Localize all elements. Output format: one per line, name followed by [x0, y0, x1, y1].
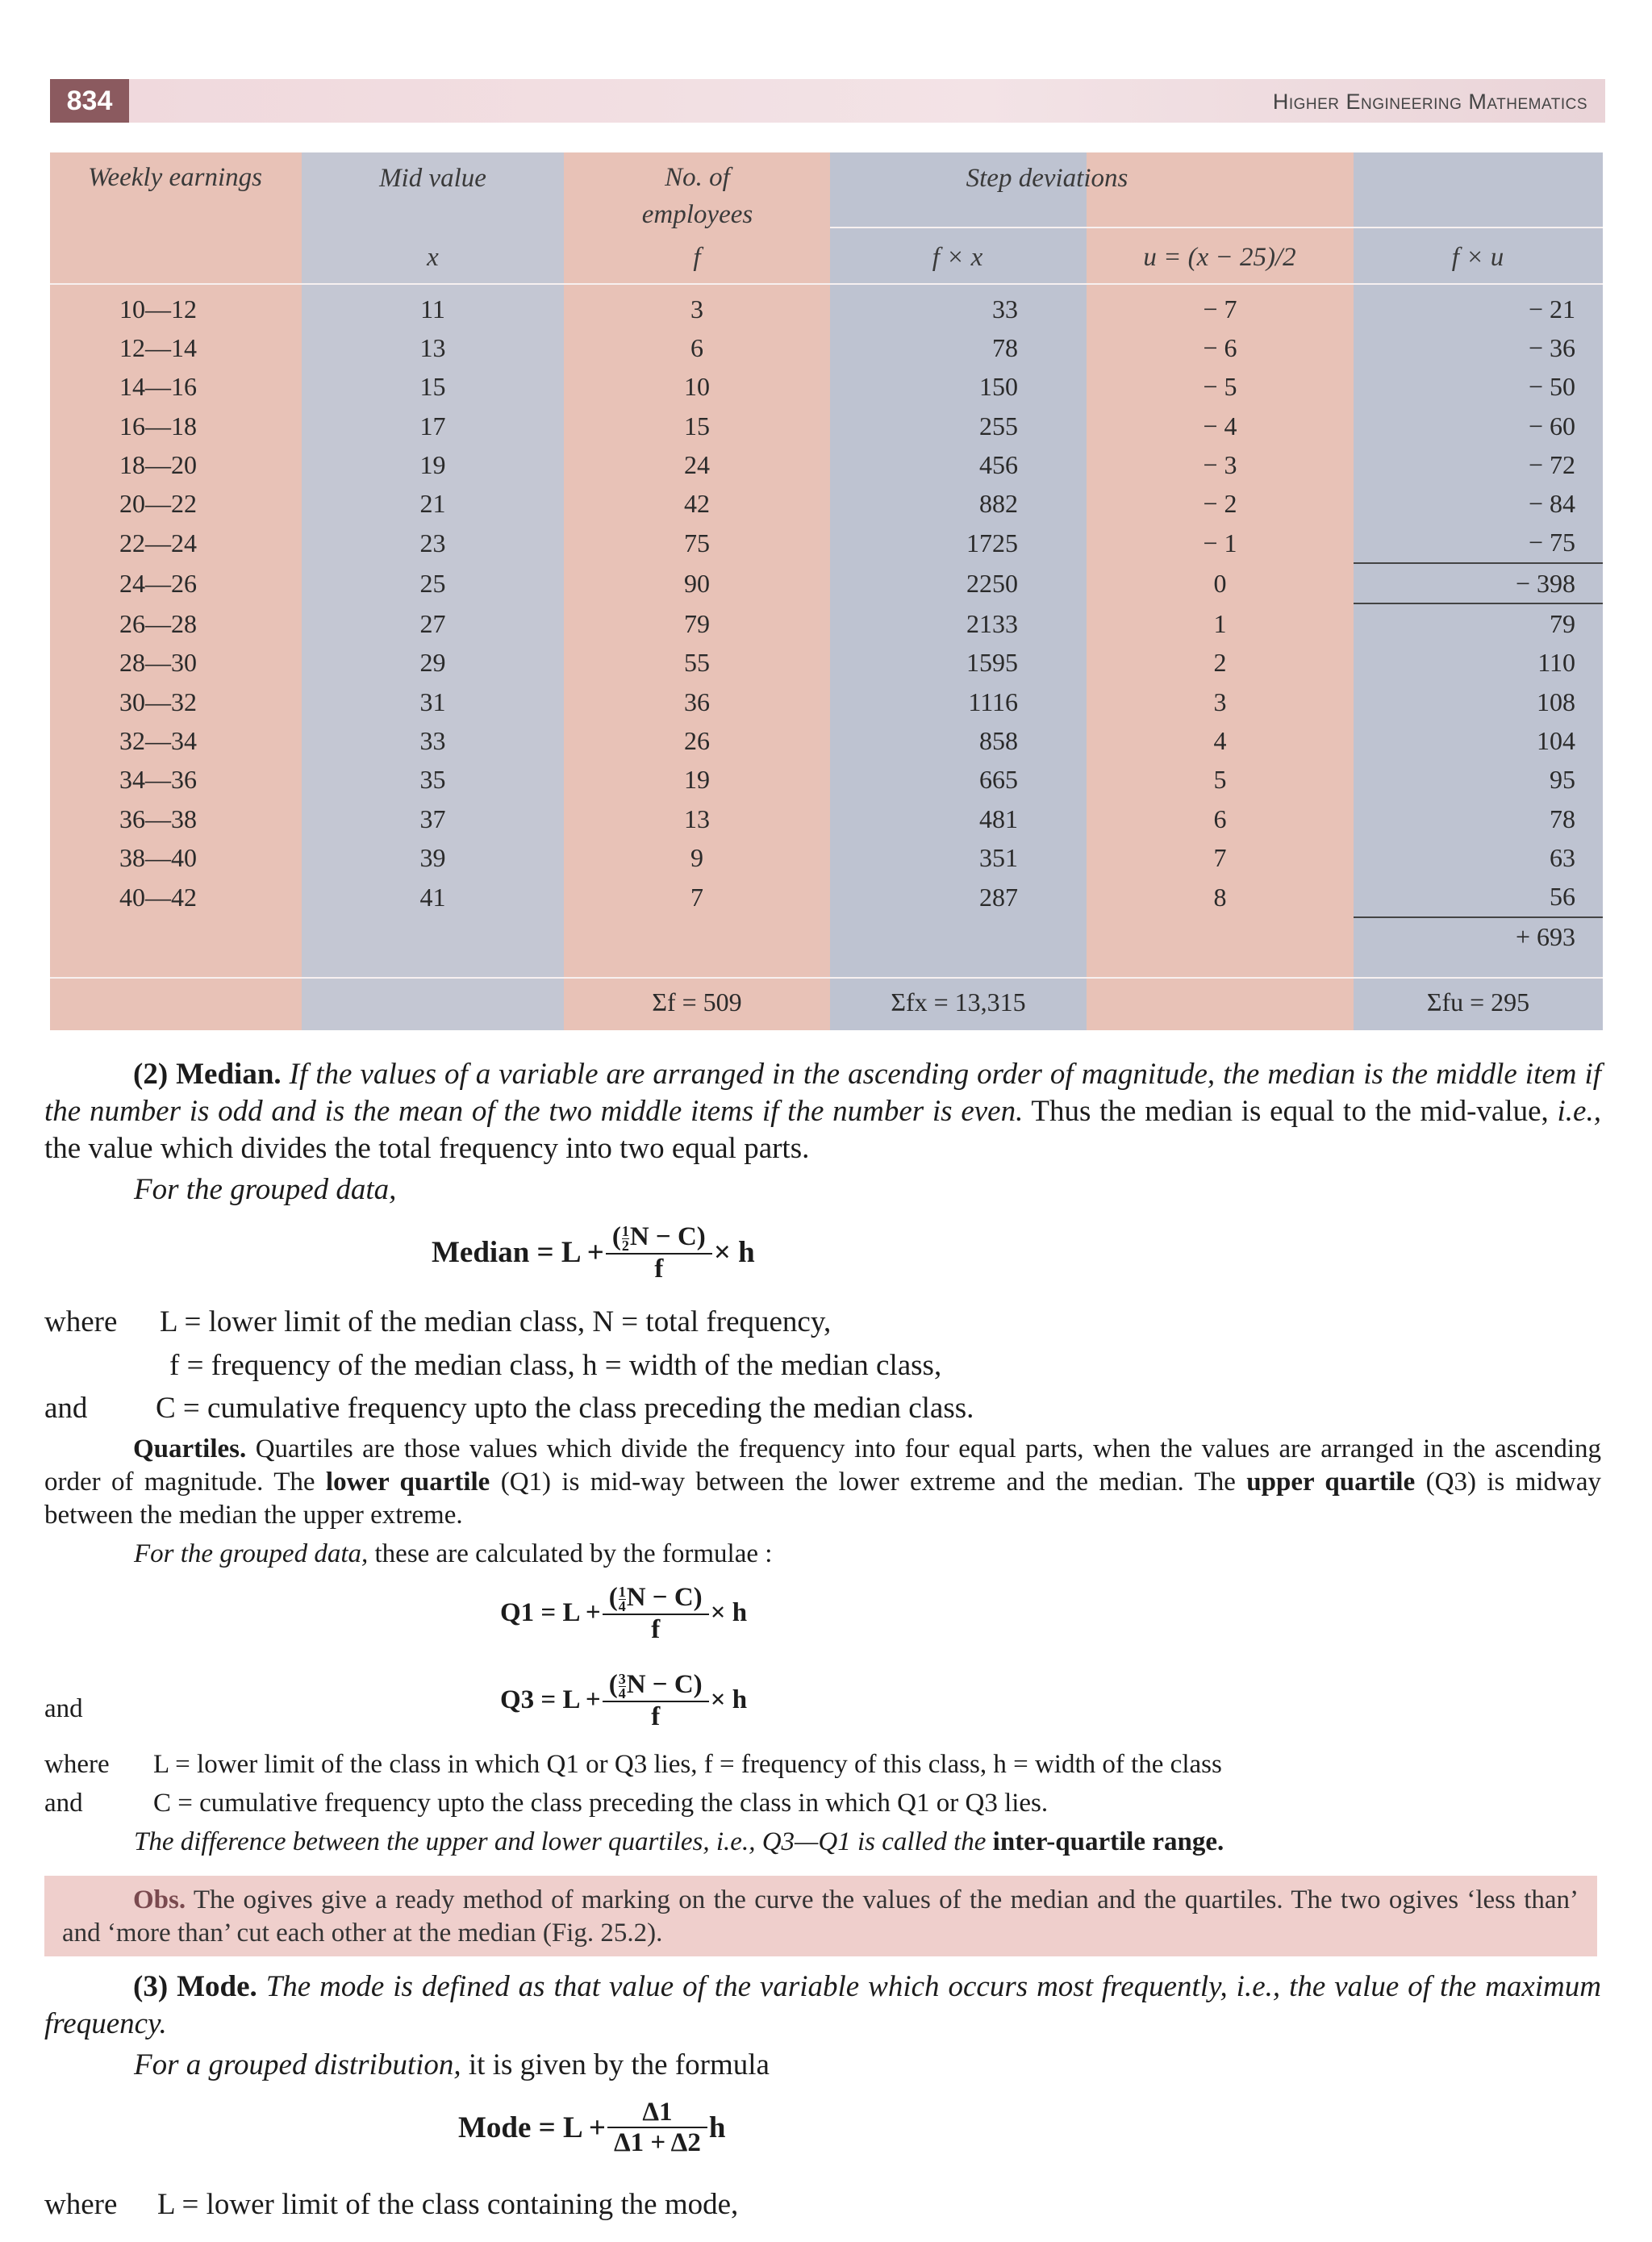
table-cell: 8 [1213, 882, 1227, 912]
page-number: 834 [50, 79, 129, 123]
table-cell: 2 [1213, 648, 1227, 678]
table-row [50, 917, 1603, 957]
table-cell: 110 [1537, 648, 1575, 678]
table-cell: 55 [684, 648, 710, 678]
table-cell: 858 [979, 725, 1018, 755]
median-text-2: the value which divides the total frequency into two equal parts. [44, 1132, 810, 1165]
table-cell: 28—30 [119, 648, 197, 678]
table-cell: 27 [419, 608, 446, 638]
table-cell: 9 [690, 842, 703, 872]
frac-den: 2 [621, 1237, 629, 1254]
table-row [50, 290, 1603, 328]
mode-grouped-intro [134, 2047, 770, 2084]
table-cell: 20—22 [119, 489, 197, 519]
running-header [50, 79, 1605, 123]
q1-formula-lhs: Q1 = L + [500, 1598, 601, 1628]
table-cell: 33 [992, 294, 1018, 324]
sum-fu: Σfu = 295 [1426, 987, 1530, 1017]
table-cell: − 3 [1203, 449, 1237, 479]
table-cell: − 60 [1528, 411, 1575, 440]
quartiles-where-1: L = lower limit of the class in which Q1 or Q3 lies, f = frequency of this class, h = width of the class [153, 1750, 1222, 1779]
quartiles-where-label: where [44, 1750, 110, 1779]
table-cell: 24—26 [119, 568, 197, 598]
median-where-label: where [44, 1305, 118, 1338]
table-cell: 104 [1537, 725, 1575, 755]
table-row [50, 603, 1603, 643]
table-cell: 3 [1213, 687, 1227, 716]
table-cell: 36 [684, 687, 710, 716]
table-cell: 40—42 [119, 882, 197, 912]
quartiles-grouped-tail: these are calculated by the formulae : [374, 1539, 773, 1568]
q3-formula-lhs: Q3 = L + [500, 1685, 601, 1715]
table-cell: 13 [419, 332, 446, 362]
table-row [50, 877, 1603, 916]
table-cell: 35 [419, 765, 446, 795]
q3-formula-num: N − C) [626, 1670, 703, 1699]
sum-fx: Σfx = 13,315 [891, 987, 1026, 1017]
table-cell: 3 [690, 294, 703, 324]
q1-formula-den: f [603, 1614, 709, 1644]
table-cell: 41 [419, 882, 446, 912]
quartiles-text-1: Quartiles are those values which divide the frequency into four equal parts, when the values are arranged in the ascending order of magnitude. The [44, 1434, 1601, 1497]
q3-frac-den: 4 [618, 1685, 626, 1701]
table-cell: 16—18 [119, 411, 197, 440]
table-cell: 78 [1550, 804, 1575, 833]
table-row [50, 721, 1603, 760]
mode-where-1: L = lower limit of the class containing the mode, [157, 2188, 739, 2221]
q3-formula-den: f [603, 1701, 709, 1731]
header-f: f [693, 243, 701, 272]
sum-f: Σf = 509 [652, 987, 742, 1017]
header-fu: f × u [1451, 243, 1504, 272]
table-cell: 78 [992, 332, 1018, 362]
median-formula: Median = L + ( $\frac{1}{2}$ N − C) f × h [432, 1222, 755, 1284]
median-where-2: f = frequency of the median class, h = width of the median class, [169, 1349, 942, 1382]
table-cell: − 2 [1203, 489, 1237, 519]
q3-formula-tail: × h [710, 1685, 748, 1715]
table-row [50, 328, 1603, 367]
table-cell: 26—28 [119, 608, 197, 638]
table-row [50, 407, 1603, 445]
lower-quartile-term: lower quartile [325, 1468, 490, 1497]
table-row [50, 563, 1603, 603]
table-cell [302, 917, 564, 957]
table-cell: 11 [420, 294, 445, 324]
table-cell: 17 [419, 411, 446, 440]
table-cell: 31 [419, 687, 446, 716]
table-cell: 38—40 [119, 842, 197, 872]
header-x: x [427, 243, 439, 272]
quartiles-grouped-intro-italic: For the grouped data, [134, 1539, 369, 1568]
table-cell: − 5 [1203, 372, 1237, 402]
table-row [50, 484, 1603, 523]
quartiles-and-2: C = cumulative frequency upto the class preceding the class in which Q1 or Q3 lies. [153, 1789, 1049, 1818]
table-cell: 95 [1550, 765, 1575, 795]
quartiles-and-label: and [44, 1789, 83, 1818]
median-formula-lhs: Median = L + [432, 1236, 604, 1270]
table-cell: 6 [690, 332, 703, 362]
table-cell: 1595 [966, 648, 1018, 678]
table-cell: 30—32 [119, 687, 197, 716]
table-cell: 18—20 [119, 449, 197, 479]
table-cell: − 7 [1203, 294, 1237, 324]
table-cell: 19 [684, 765, 710, 795]
table-cell: 2250 [966, 568, 1018, 598]
table-cell: 0 [1213, 568, 1227, 598]
table-cell: 23 [419, 528, 446, 557]
table-cell: 255 [979, 411, 1018, 440]
table-cell: − 84 [1528, 489, 1575, 519]
q1-formula: Q1 = L + ( $\frac{1}{4}$ N − C) f × h [500, 1583, 748, 1644]
table-cell: 1 [1213, 608, 1227, 638]
quartiles-paragraph [44, 1433, 1601, 1532]
mode-formula-lhs: Mode = L + [458, 2110, 606, 2144]
q1-frac-den: 4 [618, 1597, 626, 1614]
q3-and-label: and [44, 1694, 83, 1723]
upper-quartile-term: upper quartile [1246, 1468, 1416, 1497]
median-paragraph [44, 1056, 1601, 1167]
frequency-table [50, 152, 1603, 1030]
table-cell: 456 [979, 449, 1018, 479]
median-text-1: Thus the median is equal to the mid-value, [1031, 1095, 1549, 1128]
table-cell [1087, 917, 1354, 957]
table-cell [830, 917, 1087, 957]
table-cell [50, 917, 302, 957]
table-cell: 22—24 [119, 528, 197, 557]
obs-text [62, 1884, 1579, 1950]
obs-body: The ogives give a ready method of marking on the curve the values of the median and the quartiles. The two ogives ‘less than’ and ‘more than’ cut each other at the median (Fig. 25.2). [62, 1885, 1579, 1948]
quartiles-grouped-intro [134, 1538, 772, 1571]
table-cell: 12—14 [119, 332, 197, 362]
table-cell: 36—38 [119, 804, 197, 833]
median-formula-den: f [606, 1253, 712, 1284]
table-cell: 4 [1213, 725, 1227, 755]
quartiles-text-2: (Q1) is mid-way between the lower extreme and the median. The [500, 1468, 1236, 1497]
table-cell: − 36 [1528, 332, 1575, 362]
q3-formula: Q3 = L + ( $\frac{3}{4}$ N − C) f × h [500, 1670, 748, 1731]
table-row [50, 644, 1603, 683]
median-heading: (2) Median. [133, 1058, 282, 1091]
table-cell: − 75 [1528, 528, 1575, 557]
table-cell: − 398 [1354, 563, 1603, 603]
table-row [50, 838, 1603, 877]
table-cell: 13 [684, 804, 710, 833]
table-cell: 10 [684, 372, 710, 402]
table-cell: 5 [1213, 765, 1227, 795]
table-cell: − 50 [1528, 372, 1575, 402]
header-no-of-employees: No. of employees [641, 163, 753, 229]
median-grouped-intro: For the grouped data, [134, 1173, 397, 1206]
table-cell: 665 [979, 765, 1018, 795]
median-ie: i.e., [1557, 1095, 1601, 1128]
mode-formula-num: Δ1 [642, 2098, 673, 2127]
table-cell: 39 [419, 842, 446, 872]
table-cell: 1116 [968, 687, 1018, 716]
table-row [50, 761, 1603, 800]
table-cell: 56 [1550, 882, 1575, 912]
mode-grouped-intro-italic: For a grouped distribution, [134, 2048, 461, 2081]
table-cell: 24 [684, 449, 710, 479]
table-cell: 1725 [966, 528, 1018, 557]
table-cell: 7 [690, 882, 703, 912]
table-cell: 25 [419, 568, 446, 598]
table-row [50, 368, 1603, 407]
table-cell: 32—34 [119, 725, 197, 755]
median-definition: If the values of a variable are arranged in the ascending order of magnitude, the median is the middle item if the number is odd and is the mean of the two middle items if the number is even. [44, 1058, 1602, 1128]
iqr-sentence [134, 1826, 1224, 1859]
table-cell: 108 [1537, 687, 1575, 716]
table-cell: 6 [1213, 804, 1227, 833]
table-cell: + 693 [1354, 917, 1603, 957]
median-and-1: C = cumulative frequency upto the class preceding the median class. [156, 1392, 974, 1425]
table-cell: 19 [419, 449, 446, 479]
mode-formula-tail: h [708, 2110, 726, 2144]
table-cell: 10—12 [119, 294, 197, 324]
mode-heading: (3) Mode. [133, 1970, 257, 2003]
table-row [50, 524, 1603, 563]
table-cell: − 4 [1203, 411, 1237, 440]
table-body [50, 290, 1603, 957]
quartiles-heading: Quartiles. [133, 1434, 247, 1463]
mode-grouped-tail: it is given by the formula [468, 2048, 770, 2081]
table-cell: 2133 [966, 608, 1018, 638]
iqr-text: The difference between the upper and lower quartiles, i.e., Q3—Q1 is called the [134, 1827, 987, 1856]
header-fx: f × x [932, 243, 983, 272]
median-where-1: L = lower limit of the median class, N = total frequency, [160, 1305, 832, 1338]
table-cell: 21 [419, 489, 446, 519]
table-cell: 287 [979, 882, 1018, 912]
table-cell: 351 [979, 842, 1018, 872]
table-cell: 150 [979, 372, 1018, 402]
table-cell: 63 [1550, 842, 1575, 872]
q1-formula-tail: × h [710, 1598, 748, 1628]
median-formula-tail: × h [713, 1236, 755, 1270]
table-cell: 15 [419, 372, 446, 402]
table-cell: 42 [684, 489, 710, 519]
table-cell [564, 917, 830, 957]
iqr-term: inter-quartile range. [992, 1827, 1224, 1856]
mode-formula [458, 2098, 725, 2157]
table-cell: − 6 [1203, 332, 1237, 362]
table-cell: − 72 [1528, 449, 1575, 479]
table-cell: 79 [684, 608, 710, 638]
median-and-label: and [44, 1392, 88, 1425]
table-cell: − 21 [1528, 294, 1575, 324]
table-cell: 90 [684, 568, 710, 598]
table-cell: − 1 [1203, 528, 1237, 557]
table-cell: 26 [684, 725, 710, 755]
q3-frac-num: 3 [618, 1670, 626, 1687]
mode-where-label: where [44, 2188, 118, 2221]
table-row [50, 800, 1603, 838]
table-cell: 15 [684, 411, 710, 440]
mode-definition: The mode is defined as that value of the variable which occurs most frequently, i.e., the value of the maximum frequency. [44, 1970, 1601, 2040]
table-cell: 481 [979, 804, 1018, 833]
obs-label: Obs. [133, 1885, 186, 1914]
header-u: u = (x − 25)/2 [1143, 243, 1296, 272]
q1-formula-num: N − C) [626, 1583, 703, 1612]
quartiles-text-3: (Q3) is midway between the median the upper extreme. [44, 1468, 1602, 1530]
median-formula-num: N − C) [629, 1222, 706, 1251]
header-step-deviations: Step deviations [966, 164, 1128, 193]
mode-formula-den: Δ1 + Δ2 [607, 2127, 707, 2157]
header-weekly-earnings: Weekly earnings [88, 163, 262, 192]
mode-paragraph [44, 1969, 1601, 2043]
obs-box [44, 1876, 1597, 1956]
table-cell: 14—16 [119, 372, 197, 402]
table-row [50, 445, 1603, 484]
table-cell: 75 [684, 528, 710, 557]
frac-num: 1 [621, 1222, 629, 1239]
table-cell: 7 [1213, 842, 1227, 872]
book-title: Higher Engineering Mathematics [1272, 90, 1587, 114]
table-cell: 882 [979, 489, 1018, 519]
table-cell: 34—36 [119, 765, 197, 795]
table-row [50, 683, 1603, 721]
table-cell: 79 [1550, 609, 1575, 639]
table-cell: 29 [419, 648, 446, 678]
header-mid-value: Mid value [379, 164, 486, 193]
table-cell: 33 [419, 725, 446, 755]
table-cell: 37 [419, 804, 446, 833]
q1-frac-num: 1 [618, 1583, 626, 1600]
